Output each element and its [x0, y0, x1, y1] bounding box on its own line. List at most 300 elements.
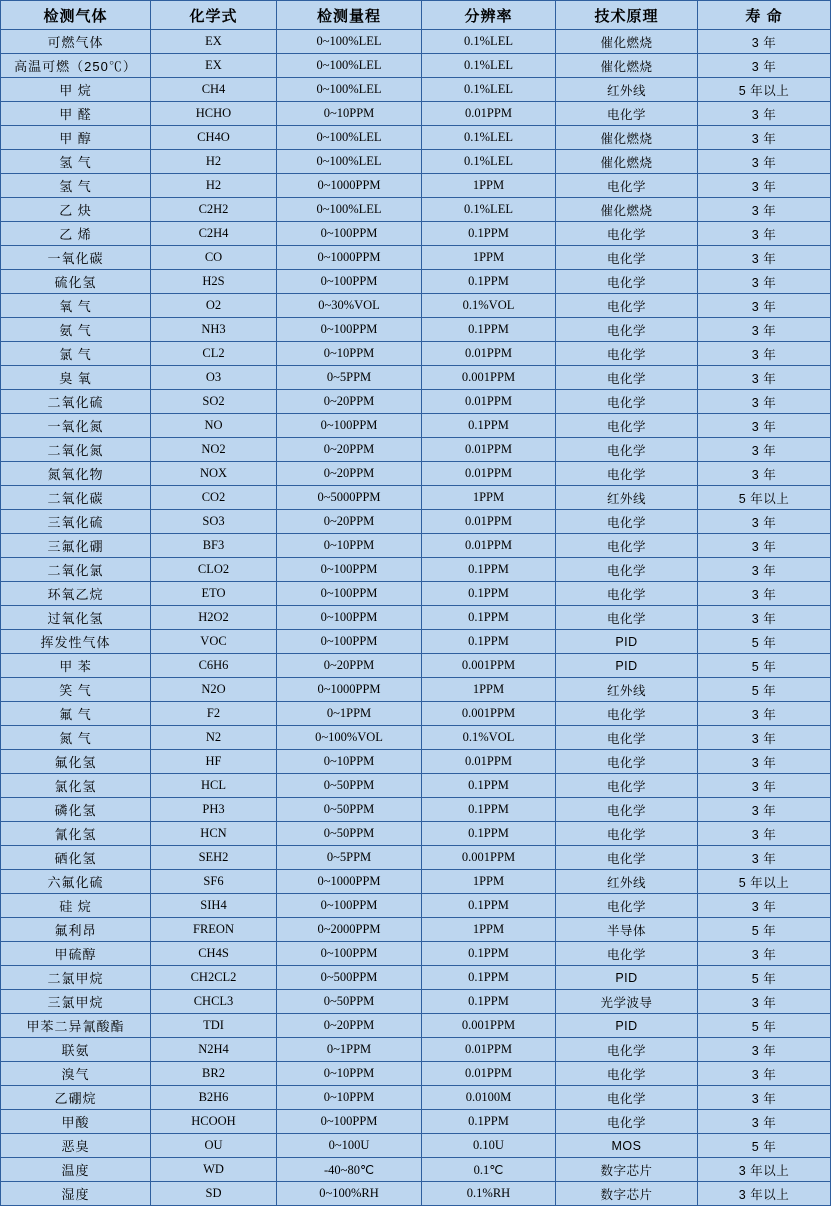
cell-formula: SO3 — [151, 510, 277, 534]
cell-gas-name: 氢 气 — [1, 150, 151, 174]
cell-principle: 电化学 — [556, 246, 698, 270]
cell-formula: H2O2 — [151, 606, 277, 630]
cell-gas-name: 可燃气体 — [1, 30, 151, 54]
cell-range: 0~50PPM — [277, 822, 422, 846]
cell-lifetime: 3 年 — [698, 510, 831, 534]
cell-gas-name: 联氨 — [1, 1038, 151, 1062]
cell-range: 0~100PPM — [277, 894, 422, 918]
cell-range: 0~20PPM — [277, 654, 422, 678]
cell-range: 0~20PPM — [277, 462, 422, 486]
cell-formula: NO — [151, 414, 277, 438]
table-row — [1, 222, 831, 246]
cell-principle: 电化学 — [556, 1110, 698, 1134]
cell-formula: HCL — [151, 774, 277, 798]
table-row — [1, 270, 831, 294]
cell-gas-name: 氮 气 — [1, 726, 151, 750]
cell-range: 0~100%LEL — [277, 150, 422, 174]
cell-gas-name: 乙 炔 — [1, 198, 151, 222]
cell-gas-name: 甲苯二异氰酸酯 — [1, 1014, 151, 1038]
cell-formula: H2 — [151, 150, 277, 174]
cell-formula: CH4 — [151, 78, 277, 102]
cell-lifetime: 5 年 — [698, 630, 831, 654]
cell-formula: BR2 — [151, 1062, 277, 1086]
table-row — [1, 294, 831, 318]
cell-principle: 电化学 — [556, 1038, 698, 1062]
cell-gas-name: 六氟化硫 — [1, 870, 151, 894]
cell-formula: CH4S — [151, 942, 277, 966]
cell-resolution: 0.1PPM — [422, 318, 556, 342]
table-row — [1, 966, 831, 990]
cell-gas-name: 氰化氢 — [1, 822, 151, 846]
cell-principle: 半导体 — [556, 918, 698, 942]
cell-gas-name: 氨 气 — [1, 318, 151, 342]
cell-range: 0~10PPM — [277, 102, 422, 126]
cell-principle: 电化学 — [556, 726, 698, 750]
cell-gas-name: 笑 气 — [1, 678, 151, 702]
cell-formula: N2 — [151, 726, 277, 750]
cell-formula: CH2CL2 — [151, 966, 277, 990]
cell-resolution: 0.01PPM — [422, 534, 556, 558]
cell-formula: OU — [151, 1134, 277, 1158]
cell-principle: 电化学 — [556, 750, 698, 774]
table-row — [1, 582, 831, 606]
cell-gas-name: 乙硼烷 — [1, 1086, 151, 1110]
cell-resolution: 0.1PPM — [422, 630, 556, 654]
cell-principle: 电化学 — [556, 894, 698, 918]
table-row — [1, 102, 831, 126]
cell-principle: PID — [556, 630, 698, 654]
cell-resolution: 0.01PPM — [422, 750, 556, 774]
table-row — [1, 630, 831, 654]
cell-gas-name: 氟利昂 — [1, 918, 151, 942]
cell-lifetime: 3 年 — [698, 990, 831, 1014]
cell-principle: 电化学 — [556, 294, 698, 318]
cell-resolution: 0.1PPM — [422, 966, 556, 990]
cell-gas-name: 三氯甲烷 — [1, 990, 151, 1014]
cell-resolution: 0.1%RH — [422, 1182, 556, 1206]
cell-resolution: 0.1%LEL — [422, 150, 556, 174]
cell-formula: TDI — [151, 1014, 277, 1038]
cell-lifetime: 3 年 — [698, 318, 831, 342]
cell-principle: 红外线 — [556, 678, 698, 702]
cell-gas-name: 三氟化硼 — [1, 534, 151, 558]
cell-resolution: 0.01PPM — [422, 1062, 556, 1086]
table-row — [1, 918, 831, 942]
cell-principle: 数字芯片 — [556, 1182, 698, 1206]
column-header-formula: 化学式 — [151, 1, 277, 30]
cell-principle: 电化学 — [556, 846, 698, 870]
cell-resolution: 0.0100M — [422, 1086, 556, 1110]
cell-gas-name: 甲酸 — [1, 1110, 151, 1134]
column-header-resolution: 分辨率 — [422, 1, 556, 30]
cell-lifetime: 5 年 — [698, 918, 831, 942]
cell-formula: CHCL3 — [151, 990, 277, 1014]
cell-resolution: 1PPM — [422, 870, 556, 894]
table-row — [1, 78, 831, 102]
cell-resolution: 0.1%VOL — [422, 726, 556, 750]
cell-principle: 催化燃烧 — [556, 126, 698, 150]
cell-resolution: 0.1PPM — [422, 822, 556, 846]
cell-resolution: 0.01PPM — [422, 510, 556, 534]
cell-lifetime: 3 年 — [698, 702, 831, 726]
cell-lifetime: 5 年 — [698, 1014, 831, 1038]
cell-principle: 电化学 — [556, 102, 698, 126]
cell-range: 0~10PPM — [277, 1086, 422, 1110]
cell-range: 0~20PPM — [277, 1014, 422, 1038]
cell-resolution: 0.001PPM — [422, 366, 556, 390]
cell-formula: C2H2 — [151, 198, 277, 222]
cell-resolution: 0.1℃ — [422, 1158, 556, 1182]
cell-formula: H2 — [151, 174, 277, 198]
cell-gas-name: 二氧化氯 — [1, 558, 151, 582]
cell-range: 0~20PPM — [277, 510, 422, 534]
cell-gas-name: 磷化氢 — [1, 798, 151, 822]
cell-lifetime: 3 年 — [698, 1110, 831, 1134]
cell-formula: O3 — [151, 366, 277, 390]
table-row — [1, 174, 831, 198]
cell-formula: EX — [151, 54, 277, 78]
table-row — [1, 1062, 831, 1086]
table-row — [1, 462, 831, 486]
table-row — [1, 438, 831, 462]
cell-formula: NH3 — [151, 318, 277, 342]
cell-gas-name: 甲 烷 — [1, 78, 151, 102]
cell-lifetime: 3 年 — [698, 30, 831, 54]
cell-gas-name: 二氧化碳 — [1, 486, 151, 510]
cell-principle: 电化学 — [556, 174, 698, 198]
cell-formula: HCHO — [151, 102, 277, 126]
cell-lifetime: 3 年 — [698, 1062, 831, 1086]
cell-gas-name: 挥发性气体 — [1, 630, 151, 654]
cell-principle: 催化燃烧 — [556, 30, 698, 54]
cell-range: 0~100PPM — [277, 558, 422, 582]
cell-formula: PH3 — [151, 798, 277, 822]
cell-formula: SF6 — [151, 870, 277, 894]
cell-lifetime: 5 年以上 — [698, 78, 831, 102]
cell-principle: 电化学 — [556, 462, 698, 486]
cell-range: 0~100%LEL — [277, 198, 422, 222]
table-row — [1, 198, 831, 222]
cell-principle: 电化学 — [556, 342, 698, 366]
column-header-lifetime: 寿 命 — [698, 1, 831, 30]
cell-formula: HCOOH — [151, 1110, 277, 1134]
cell-resolution: 0.001PPM — [422, 1014, 556, 1038]
column-header-gas-name: 检测气体 — [1, 1, 151, 30]
cell-range: 0~100PPM — [277, 606, 422, 630]
cell-lifetime: 5 年 — [698, 966, 831, 990]
cell-formula: CO2 — [151, 486, 277, 510]
cell-formula: NOX — [151, 462, 277, 486]
cell-resolution: 0.1%VOL — [422, 294, 556, 318]
cell-gas-name: 硫化氢 — [1, 270, 151, 294]
cell-lifetime: 3 年 — [698, 582, 831, 606]
cell-gas-name: 高温可燃（250℃） — [1, 54, 151, 78]
cell-lifetime: 3 年 — [698, 558, 831, 582]
cell-principle: 数字芯片 — [556, 1158, 698, 1182]
cell-gas-name: 温度 — [1, 1158, 151, 1182]
cell-formula: VOC — [151, 630, 277, 654]
cell-formula: SIH4 — [151, 894, 277, 918]
cell-principle: 光学波导 — [556, 990, 698, 1014]
table-header-row — [1, 1, 831, 30]
cell-range: 0~50PPM — [277, 798, 422, 822]
cell-lifetime: 3 年 — [698, 126, 831, 150]
cell-principle: 电化学 — [556, 366, 698, 390]
cell-range: 0~100%LEL — [277, 54, 422, 78]
cell-lifetime: 3 年 — [698, 822, 831, 846]
table-row — [1, 414, 831, 438]
cell-resolution: 0.1PPM — [422, 222, 556, 246]
cell-formula: CO — [151, 246, 277, 270]
cell-principle: 红外线 — [556, 78, 698, 102]
cell-gas-name: 甲 苯 — [1, 654, 151, 678]
table-row — [1, 126, 831, 150]
cell-gas-name: 氧 气 — [1, 294, 151, 318]
cell-resolution: 0.001PPM — [422, 654, 556, 678]
cell-resolution: 0.1PPM — [422, 414, 556, 438]
cell-principle: PID — [556, 966, 698, 990]
cell-resolution: 0.1PPM — [422, 606, 556, 630]
cell-principle: 电化学 — [556, 270, 698, 294]
cell-formula: C6H6 — [151, 654, 277, 678]
cell-range: 0~10PPM — [277, 750, 422, 774]
cell-lifetime: 3 年 — [698, 534, 831, 558]
cell-range: 0~50PPM — [277, 990, 422, 1014]
column-header-range: 检测量程 — [277, 1, 422, 30]
table-row — [1, 510, 831, 534]
cell-resolution: 0.1PPM — [422, 582, 556, 606]
cell-principle: 电化学 — [556, 1062, 698, 1086]
cell-lifetime: 3 年 — [698, 750, 831, 774]
cell-resolution: 0.1PPM — [422, 1110, 556, 1134]
cell-lifetime: 3 年以上 — [698, 1182, 831, 1206]
cell-range: 0~100PPM — [277, 318, 422, 342]
cell-resolution: 0.01PPM — [422, 102, 556, 126]
cell-resolution: 0.001PPM — [422, 846, 556, 870]
cell-formula: B2H6 — [151, 1086, 277, 1110]
cell-gas-name: 二氧化氮 — [1, 438, 151, 462]
cell-formula: SO2 — [151, 390, 277, 414]
cell-range: 0~1000PPM — [277, 870, 422, 894]
cell-resolution: 1PPM — [422, 918, 556, 942]
cell-resolution: 0.001PPM — [422, 702, 556, 726]
cell-resolution: 0.1%LEL — [422, 126, 556, 150]
cell-range: 0~1000PPM — [277, 174, 422, 198]
cell-principle: 催化燃烧 — [556, 150, 698, 174]
table-row — [1, 726, 831, 750]
table-row — [1, 1038, 831, 1062]
cell-resolution: 0.1%LEL — [422, 78, 556, 102]
cell-range: 0~20PPM — [277, 438, 422, 462]
cell-resolution: 0.01PPM — [422, 438, 556, 462]
table-row — [1, 1134, 831, 1158]
cell-formula: ETO — [151, 582, 277, 606]
cell-resolution: 0.1PPM — [422, 942, 556, 966]
table-row — [1, 798, 831, 822]
table-row — [1, 390, 831, 414]
cell-lifetime: 3 年 — [698, 438, 831, 462]
cell-formula: N2H4 — [151, 1038, 277, 1062]
cell-range: 0~30%VOL — [277, 294, 422, 318]
cell-gas-name: 氯化氢 — [1, 774, 151, 798]
cell-gas-name: 乙 烯 — [1, 222, 151, 246]
cell-lifetime: 5 年 — [698, 1134, 831, 1158]
table-row — [1, 366, 831, 390]
cell-range: 0~5PPM — [277, 366, 422, 390]
cell-lifetime: 3 年 — [698, 606, 831, 630]
cell-principle: 电化学 — [556, 702, 698, 726]
cell-principle: 电化学 — [556, 318, 698, 342]
cell-principle: 电化学 — [556, 1086, 698, 1110]
cell-formula: N2O — [151, 678, 277, 702]
cell-lifetime: 3 年 — [698, 414, 831, 438]
cell-range: 0~100PPM — [277, 1110, 422, 1134]
table-row — [1, 654, 831, 678]
cell-gas-name: 氮氧化物 — [1, 462, 151, 486]
cell-range: 0~100PPM — [277, 582, 422, 606]
cell-gas-name: 氟化氢 — [1, 750, 151, 774]
cell-principle: 催化燃烧 — [556, 198, 698, 222]
cell-principle: 红外线 — [556, 486, 698, 510]
cell-lifetime: 3 年 — [698, 846, 831, 870]
cell-range: 0~1000PPM — [277, 678, 422, 702]
cell-principle: 电化学 — [556, 390, 698, 414]
cell-principle: MOS — [556, 1134, 698, 1158]
cell-range: 0~2000PPM — [277, 918, 422, 942]
cell-formula: EX — [151, 30, 277, 54]
cell-lifetime: 3 年 — [698, 462, 831, 486]
cell-range: 0~100%LEL — [277, 126, 422, 150]
table-row — [1, 846, 831, 870]
cell-resolution: 0.1PPM — [422, 270, 556, 294]
cell-lifetime: 3 年 — [698, 342, 831, 366]
cell-gas-name: 湿度 — [1, 1182, 151, 1206]
cell-principle: PID — [556, 654, 698, 678]
cell-gas-name: 环氧乙烷 — [1, 582, 151, 606]
cell-lifetime: 3 年 — [698, 942, 831, 966]
table-row — [1, 342, 831, 366]
cell-range: 0~500PPM — [277, 966, 422, 990]
cell-principle: 电化学 — [556, 582, 698, 606]
cell-principle: 电化学 — [556, 774, 698, 798]
cell-principle: PID — [556, 1014, 698, 1038]
cell-gas-name: 硅 烷 — [1, 894, 151, 918]
cell-formula: H2S — [151, 270, 277, 294]
cell-gas-name: 过氧化氢 — [1, 606, 151, 630]
cell-resolution: 1PPM — [422, 174, 556, 198]
cell-lifetime: 3 年 — [698, 390, 831, 414]
cell-resolution: 0.1PPM — [422, 798, 556, 822]
cell-lifetime: 5 年以上 — [698, 870, 831, 894]
cell-gas-name: 三氧化硫 — [1, 510, 151, 534]
table-row — [1, 54, 831, 78]
cell-resolution: 0.1PPM — [422, 894, 556, 918]
column-header-principle: 技术原理 — [556, 1, 698, 30]
cell-resolution: 0.01PPM — [422, 1038, 556, 1062]
cell-range: -40~80℃ — [277, 1158, 422, 1182]
cell-range: 0~100PPM — [277, 630, 422, 654]
cell-resolution: 0.1PPM — [422, 990, 556, 1014]
table-row — [1, 1182, 831, 1206]
cell-gas-name: 二氧化硫 — [1, 390, 151, 414]
cell-lifetime: 3 年 — [698, 1086, 831, 1110]
cell-range: 0~100U — [277, 1134, 422, 1158]
cell-resolution: 0.1%LEL — [422, 198, 556, 222]
cell-lifetime: 3 年 — [698, 798, 831, 822]
cell-principle: 催化燃烧 — [556, 54, 698, 78]
cell-range: 0~10PPM — [277, 342, 422, 366]
cell-range: 0~100%LEL — [277, 30, 422, 54]
cell-principle: 电化学 — [556, 510, 698, 534]
table-row — [1, 990, 831, 1014]
cell-range: 0~10PPM — [277, 1062, 422, 1086]
cell-formula: WD — [151, 1158, 277, 1182]
cell-formula: FREON — [151, 918, 277, 942]
cell-gas-name: 氯 气 — [1, 342, 151, 366]
cell-formula: BF3 — [151, 534, 277, 558]
cell-gas-name: 臭 氧 — [1, 366, 151, 390]
cell-gas-name: 溴气 — [1, 1062, 151, 1086]
cell-lifetime: 3 年 — [698, 294, 831, 318]
cell-formula: C2H4 — [151, 222, 277, 246]
cell-gas-name: 甲 醛 — [1, 102, 151, 126]
table-header — [1, 1, 831, 30]
cell-gas-name: 恶臭 — [1, 1134, 151, 1158]
cell-range: 0~20PPM — [277, 390, 422, 414]
table-row — [1, 822, 831, 846]
cell-resolution: 1PPM — [422, 246, 556, 270]
cell-range: 0~100PPM — [277, 270, 422, 294]
cell-lifetime: 3 年 — [698, 774, 831, 798]
cell-formula: CLO2 — [151, 558, 277, 582]
table-row — [1, 1110, 831, 1134]
cell-range: 0~100%RH — [277, 1182, 422, 1206]
cell-range: 0~1PPM — [277, 702, 422, 726]
cell-gas-name: 硒化氢 — [1, 846, 151, 870]
cell-resolution: 0.1%LEL — [422, 30, 556, 54]
cell-range: 0~100PPM — [277, 414, 422, 438]
table-row — [1, 30, 831, 54]
cell-range: 0~100%LEL — [277, 78, 422, 102]
cell-formula: HF — [151, 750, 277, 774]
cell-resolution: 0.1PPM — [422, 774, 556, 798]
cell-lifetime: 3 年 — [698, 198, 831, 222]
table-row — [1, 486, 831, 510]
table-row — [1, 1014, 831, 1038]
cell-principle: 电化学 — [556, 558, 698, 582]
cell-lifetime: 5 年 — [698, 678, 831, 702]
cell-lifetime: 3 年 — [698, 102, 831, 126]
cell-gas-name: 一氧化碳 — [1, 246, 151, 270]
table-row — [1, 894, 831, 918]
cell-gas-name: 氢 气 — [1, 174, 151, 198]
table-row — [1, 678, 831, 702]
cell-lifetime: 5 年 — [698, 654, 831, 678]
cell-principle: 电化学 — [556, 534, 698, 558]
cell-resolution: 0.01PPM — [422, 390, 556, 414]
cell-lifetime: 3 年 — [698, 54, 831, 78]
cell-resolution: 0.10U — [422, 1134, 556, 1158]
cell-formula: F2 — [151, 702, 277, 726]
cell-gas-name: 二氯甲烷 — [1, 966, 151, 990]
table-row — [1, 870, 831, 894]
cell-gas-name: 氟 气 — [1, 702, 151, 726]
cell-principle: 电化学 — [556, 222, 698, 246]
cell-formula: HCN — [151, 822, 277, 846]
cell-principle: 电化学 — [556, 438, 698, 462]
cell-gas-name: 一氧化氮 — [1, 414, 151, 438]
table-row — [1, 774, 831, 798]
